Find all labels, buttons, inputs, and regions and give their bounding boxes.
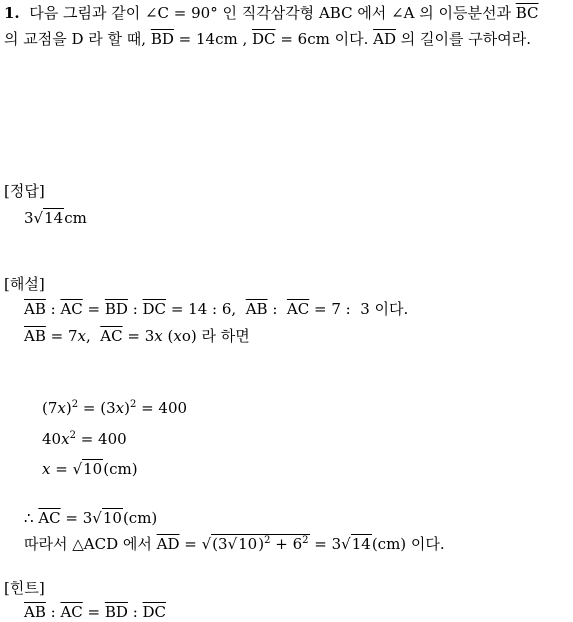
answer-value: 3√14cm (24, 209, 87, 227)
hint-label: [힌트] (4, 579, 45, 597)
problem-line-2: 의 교점을 D 라 할 때, $\overline{BD} = 14cm$ , $\overline{DC} = 6cm$ 이다. $\overline{AD}$ 의 길이를 구하여라. (4, 30, 531, 48)
therefore-line: ∴ $\overline{AC} = 3√10(cm)$ (24, 509, 158, 527)
equation-2: $40x^2 = 400$ (42, 430, 127, 448)
explanation-line-2: $\overline{AB} = 7x$, $\overline{AC} = 3x$ (xo) 라 하면 (24, 327, 250, 345)
problem-text-1: 다음 그림과 같이 ∠C = 90° 인 직각삼각형 ABC 에서 ∠A 의 이등분선과 $\overline{BC}$ (24, 4, 539, 22)
hint-line-1: $\overline{AB}$ : $\overline{AC} = \overline{BD}$ : $\overline{DC}$ (24, 603, 167, 621)
equation-3: x = √10(cm) (42, 460, 138, 478)
equation-1: $(7x)^2 = (3x)^2 = 400$ (42, 399, 188, 417)
problem-line-1 (4, 4, 539, 22)
explanation-line-1: $\overline{AB}$ : $\overline{AC} = \overline{BD}$ : $\overline{DC} = 14$ : 6, $\overline{AB}$ : $\overline{AC} = 7$ : 3 이다. (24, 300, 409, 318)
answer-label: [정답] (4, 182, 45, 200)
final-line: 따라서 △ACD 에서 $\overline{AD} = √(3√10)^2 + 6^2 = 3√14(cm)$ 이다. (24, 535, 445, 553)
explanation-label: [해설] (4, 275, 45, 293)
problem-number: 1. (4, 4, 20, 22)
